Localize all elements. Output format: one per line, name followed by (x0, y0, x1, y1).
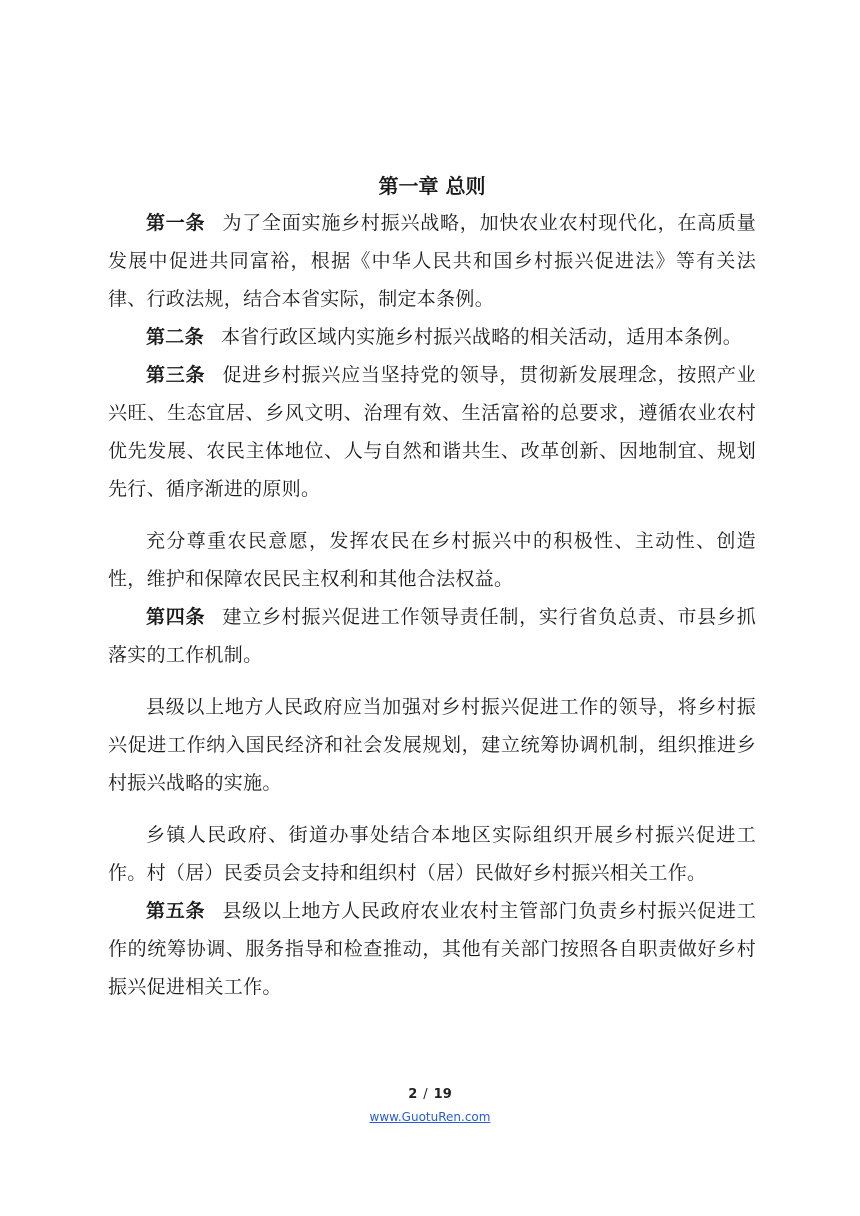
page-number (0, 1087, 860, 1102)
article-4-clause-3 (108, 816, 756, 892)
total-pages: 19 (433, 1087, 452, 1102)
article-4-clause-2 (108, 688, 756, 802)
clause-text: 乡镇人民政府、街道办事处结合本地区实际组织开展乡村振兴促进工作。村（居）民委员会支持和组织村（居）民做好乡村振兴相关工作。 (108, 824, 756, 884)
article-3-paragraph (108, 356, 756, 508)
page-separator: / (423, 1087, 428, 1102)
article-2-paragraph (108, 318, 756, 356)
article-3-clause-2 (108, 522, 756, 598)
article-text: 本省行政区域内实施乡村振兴战略的相关活动，适用本条例。 (221, 326, 743, 348)
article-text: 建立乡村振兴促进工作领导责任制，实行省负总责、市县乡抓落实的工作机制。 (108, 606, 756, 666)
article-text: 为了全面实施乡村振兴战略，加快农业农村现代化，在高质量发展中促进共同富裕，根据《中华人民共和国乡村振兴促进法》等有关法律、行政法规，结合本省实际，制定本条例。 (108, 212, 756, 310)
site-link[interactable]: www.GuotuRen.com (369, 1110, 491, 1124)
clause-text: 县级以上地方人民政府应当加强对乡村振兴促进工作的领导，将乡村振兴促进工作纳入国民经济和社会发展规划，建立统筹协调机制，组织推进乡村振兴战略的实施。 (108, 696, 756, 794)
article-number: 第三条 (146, 364, 206, 386)
article-5-paragraph (108, 892, 756, 1006)
article-number: 第五条 (146, 900, 206, 922)
article-text: 促进乡村振兴应当坚持党的领导，贯彻新发展理念，按照产业兴旺、生态宜居、乡风文明、治理有效、生活富裕的总要求，遵循农业农村优先发展、农民主体地位、人与自然和谐共生、改革创新、因地制宜、规划先行、循序渐进的原则。 (108, 364, 756, 500)
article-number: 第二条 (146, 326, 204, 348)
current-page: 2 (408, 1087, 418, 1102)
article-number: 第四条 (146, 606, 206, 628)
article-text: 县级以上地方人民政府农业农村主管部门负责乡村振兴促进工作的统筹协调、服务指导和检查推动，其他有关部门按照各自职责做好乡村振兴促进相关工作。 (108, 900, 756, 998)
chapter-title: 第一章 总则 (378, 174, 486, 198)
article-4-paragraph (108, 598, 756, 674)
document-body (108, 168, 756, 1006)
clause-text: 充分尊重农民意愿，发挥农民在乡村振兴中的积极性、主动性、创造性，维护和保障农民民主权利和其他合法权益。 (108, 530, 756, 590)
article-1-paragraph (108, 204, 756, 318)
article-number: 第一条 (146, 212, 206, 234)
